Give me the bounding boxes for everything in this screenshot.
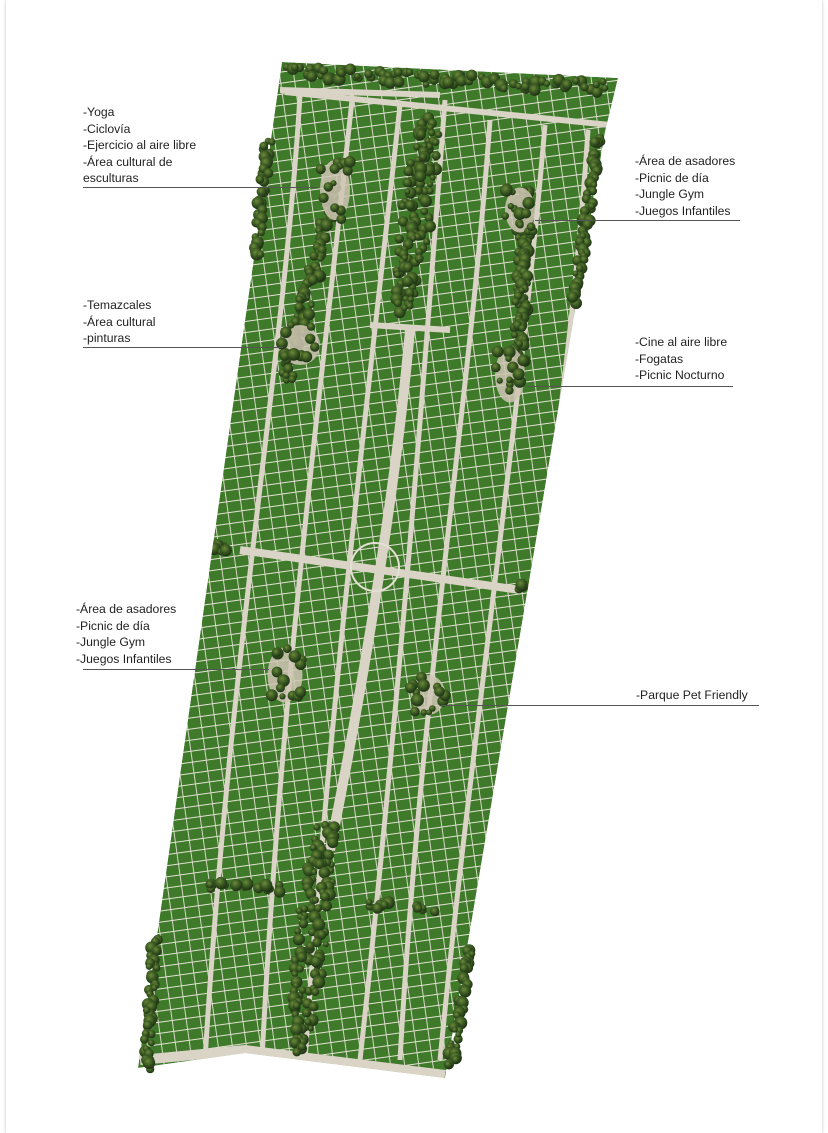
- tree: [394, 68, 403, 77]
- tree: [459, 985, 471, 997]
- tree: [544, 81, 550, 87]
- tree: [289, 650, 301, 662]
- tree: [435, 131, 443, 139]
- tree: [500, 184, 513, 197]
- tree: [266, 689, 278, 701]
- tree: [506, 377, 513, 384]
- tree: [518, 355, 530, 367]
- tree: [455, 1032, 461, 1038]
- tree: [296, 296, 304, 304]
- site-parcel: [138, 62, 618, 1078]
- tree: [294, 302, 303, 311]
- tree: [146, 963, 153, 970]
- tree: [321, 901, 332, 912]
- leader-line-cine: [527, 386, 733, 387]
- tree: [364, 69, 373, 78]
- tree: [592, 87, 603, 98]
- tree: [593, 81, 600, 88]
- tree: [567, 291, 578, 302]
- tree: [345, 64, 357, 76]
- tree: [445, 1061, 452, 1068]
- tree: [319, 867, 331, 879]
- tree: [403, 166, 413, 176]
- tree: [319, 193, 329, 203]
- tree: [395, 234, 404, 243]
- tree: [511, 331, 518, 338]
- tree: [302, 1008, 311, 1017]
- annotation-cine: -Cine al aire libre -Fogatas -Picnic Nocturno: [635, 335, 728, 383]
- tree: [344, 156, 356, 168]
- tree: [403, 262, 413, 272]
- tree: [411, 694, 424, 707]
- tree: [354, 73, 361, 80]
- tree: [296, 965, 304, 973]
- leader-line-pet-friendly: [441, 705, 759, 706]
- tree: [293, 1002, 300, 1009]
- tree: [148, 1040, 155, 1047]
- tree: [215, 877, 227, 889]
- tree: [442, 77, 454, 89]
- tree: [280, 327, 292, 339]
- annotation-temazcales: -Temazcales -Área cultural -pinturas: [83, 298, 156, 346]
- tree: [572, 77, 580, 85]
- tree: [299, 919, 309, 929]
- leader-line-asadores-bottom: [83, 669, 269, 670]
- tree: [380, 901, 389, 910]
- tree: [283, 372, 290, 379]
- tree: [414, 904, 423, 913]
- tree: [517, 221, 524, 228]
- tree: [151, 985, 157, 991]
- tree: [323, 850, 334, 861]
- tree: [143, 1020, 153, 1030]
- tree: [307, 323, 315, 331]
- tree: [220, 544, 232, 556]
- tree: [492, 346, 504, 358]
- tree: [522, 197, 534, 209]
- tree: [327, 837, 338, 848]
- tree: [312, 897, 319, 904]
- tree: [336, 214, 346, 224]
- tree: [429, 70, 439, 80]
- tree: [393, 76, 404, 87]
- tree: [316, 164, 326, 174]
- tree: [287, 348, 300, 361]
- tree: [405, 682, 416, 693]
- tree: [529, 84, 541, 96]
- tree: [230, 879, 242, 891]
- tree: [394, 271, 401, 278]
- tree: [308, 302, 314, 308]
- tree: [497, 378, 503, 384]
- tree: [308, 275, 318, 285]
- tree: [512, 298, 520, 306]
- leader-line-asadores-top: [535, 220, 740, 221]
- tree: [580, 83, 588, 91]
- tree: [317, 256, 323, 262]
- tree: [410, 707, 420, 717]
- tree: [513, 368, 525, 380]
- tree: [501, 212, 509, 220]
- tree: [427, 181, 433, 187]
- tree: [259, 142, 268, 151]
- tree: [527, 222, 536, 231]
- tree: [424, 221, 436, 233]
- tree: [406, 69, 413, 76]
- tree: [323, 941, 329, 947]
- annotation-yoga-zone: -Yoga -Ciclovía -Ejercicio al aire libre -Área cultural de esculturas: [83, 105, 197, 186]
- tree: [304, 1018, 311, 1025]
- tree: [415, 254, 424, 263]
- tree: [295, 686, 306, 697]
- tree: [256, 175, 264, 183]
- tree: [508, 203, 514, 209]
- leader-line-temazcales: [83, 347, 283, 348]
- tree: [299, 986, 306, 993]
- tree: [430, 907, 440, 917]
- tree: [500, 84, 508, 92]
- annotation-asadores-bottom: -Área de asadores -Picnic de día -Jungle Gym -Juegos Infantiles: [76, 602, 177, 666]
- tree: [428, 129, 435, 136]
- tree: [306, 71, 317, 82]
- tree: [599, 78, 606, 85]
- tree: [419, 195, 432, 208]
- tree: [405, 200, 415, 210]
- tree: [293, 934, 305, 946]
- tree: [257, 187, 267, 197]
- tree: [306, 941, 315, 950]
- tree: [460, 964, 469, 973]
- tree: [466, 70, 477, 81]
- annotation-asadores-top: -Área de asadores -Picnic de día -Jungle Gym -Juegos Infantiles: [635, 154, 736, 218]
- tree: [311, 988, 319, 996]
- tree: [394, 299, 402, 307]
- tree: [268, 138, 275, 145]
- tree: [602, 85, 609, 92]
- tree: [415, 171, 427, 183]
- tree: [143, 1007, 150, 1014]
- tree: [206, 880, 214, 888]
- tree: [432, 151, 441, 160]
- tree: [521, 82, 530, 91]
- tree: [143, 1057, 155, 1069]
- tree: [259, 879, 272, 892]
- tree: [291, 63, 299, 71]
- tree: [320, 892, 330, 902]
- tree: [505, 355, 512, 362]
- tree: [279, 693, 285, 699]
- tree: [283, 644, 292, 653]
- tree: [276, 683, 285, 692]
- tree: [505, 386, 513, 394]
- tree: [153, 964, 161, 972]
- tree: [491, 363, 501, 373]
- tree: [301, 351, 312, 362]
- leader-line-yoga: [83, 187, 318, 188]
- tree: [290, 1023, 303, 1036]
- tree: [429, 705, 436, 712]
- tree: [417, 679, 430, 692]
- tree: [434, 686, 445, 697]
- tree: [519, 324, 526, 331]
- tree: [430, 175, 436, 181]
- tree: [423, 238, 430, 245]
- tree: [324, 182, 334, 192]
- tree: [521, 208, 531, 218]
- tree: [469, 951, 476, 958]
- tree: [241, 878, 254, 891]
- tree: [140, 1035, 149, 1044]
- tree: [403, 178, 413, 188]
- tree: [401, 305, 407, 311]
- tree: [402, 276, 413, 287]
- tree: [366, 899, 373, 906]
- tree: [272, 648, 281, 657]
- tree: [298, 1043, 306, 1051]
- tree: [432, 138, 440, 146]
- tree: [416, 129, 426, 139]
- tree: [311, 956, 322, 967]
- tree: [590, 137, 600, 147]
- annotation-pet-friendly: -Parque Pet Friendly: [636, 688, 748, 702]
- tree: [258, 229, 265, 236]
- tree: [274, 886, 286, 898]
- tree: [257, 251, 265, 259]
- tree: [562, 79, 573, 90]
- tree: [313, 824, 320, 831]
- tree: [418, 71, 430, 83]
- tree: [427, 187, 434, 194]
- tree: [330, 203, 339, 212]
- tree: [515, 579, 527, 591]
- tree: [311, 869, 317, 875]
- tree: [305, 334, 315, 344]
- tree: [407, 296, 414, 303]
- tree: [405, 189, 411, 195]
- tree: [330, 164, 340, 174]
- tree: [580, 256, 588, 264]
- tree: [297, 952, 307, 962]
